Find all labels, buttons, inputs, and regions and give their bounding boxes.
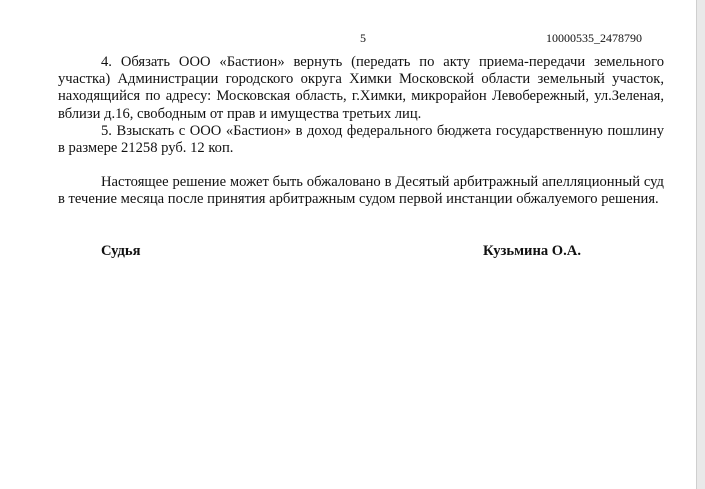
page-number: 5: [360, 31, 366, 45]
document-id: 10000535_2478790: [546, 31, 642, 45]
ruling-item-5: 5. Взыскать с ООО «Бастион» в доход федерального бюджета государственную пошлину в размере 21258 руб. 12 коп.: [58, 122, 664, 157]
judge-name: Кузьмина О.А.: [483, 243, 581, 259]
document-body: [58, 54, 664, 209]
ruling-item-4: 4. Обязать ООО «Бастион» вернуть (передать по акту приема-передачи земельного участка) Администрации городского округа Химки Московской области земельный участок, находящийся по адресу: Московская область, г.Химки, микрорайон Левобережный, ул.Зеленая, вблизи д.16, свободным от прав и имущества третьих лиц.: [58, 54, 664, 122]
vertical-scrollbar[interactable]: [696, 0, 705, 489]
judge-label: Судья: [101, 243, 141, 259]
appeal-notice: Настоящее решение может быть обжаловано в Десятый арбитражный апелляционный суд в течение месяца после принятия арбитражным судом первой инстанции обжалуемого решения.: [58, 174, 664, 208]
